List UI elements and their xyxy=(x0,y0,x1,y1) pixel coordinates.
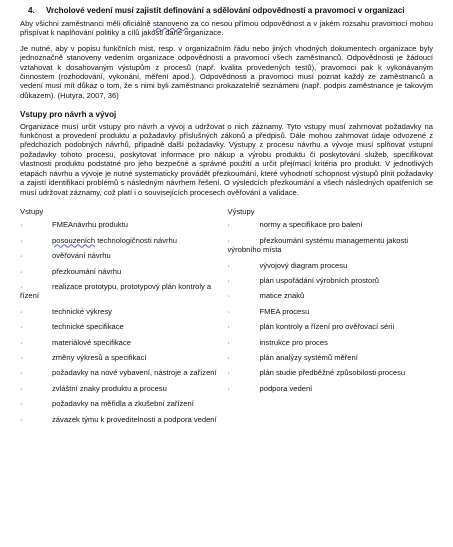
list-item xyxy=(228,261,434,270)
list-item xyxy=(228,291,434,300)
list-item xyxy=(228,220,434,229)
list-item-text: požadavky na měřidla a zkušební zařízení xyxy=(52,399,194,409)
list-item xyxy=(20,353,226,362)
outputs-list xyxy=(228,220,434,393)
io-columns xyxy=(20,207,433,430)
list-item xyxy=(228,368,434,377)
inputs-list xyxy=(20,220,226,424)
list-item-text: FMEAnávrhu produktu xyxy=(52,220,128,230)
bullet-icon: · xyxy=(227,352,231,362)
list-item-text: matice znaků xyxy=(259,291,305,301)
list-item xyxy=(20,415,226,424)
list-item-text: podpora vedení xyxy=(259,383,313,393)
bullet-icon: · xyxy=(227,291,231,301)
bullet-icon: · xyxy=(20,414,23,424)
list-item xyxy=(228,276,434,285)
list-item xyxy=(20,236,226,245)
bullet-icon: · xyxy=(227,220,231,230)
inputs-column xyxy=(20,207,226,430)
list-item-text: požadavky na nové vybavení, nástroje a zařízení xyxy=(52,368,217,378)
bullet-icon: · xyxy=(227,322,231,332)
bullet-icon: · xyxy=(20,251,23,261)
bullet-icon: · xyxy=(20,306,23,316)
list-item-text: realizace prototypu, prototypový plán kontroly a řízení xyxy=(20,281,212,301)
paragraph-2: Je nutné, aby v popisu funkčních míst, resp. v organizačním řádu nebo jiných vhodných dokumentech organizace byly jednoznačně stanoveny vedením organizace odpovědnosti a pravomoci všech zaměstnanců. Odpovědnosti je žádoucí vztahovat k dosahovaným výstupům z procesů (např. kvalita provedených testů), pravomoci pak k vykonávaným činnostem (rozhodování, vykonání, měření apod.). Odpovědnosti a pravomoci musí poznat každý ze zaměstnanců a vedení musí mít důkaz o tom, že s nimi byli zaměstnanci prokazatelně seznámeni (např. podpis zaměstnance je takovým důkazem). (Hutyra, 2007, 36) xyxy=(20,43,433,100)
list-item xyxy=(228,236,434,255)
section-heading xyxy=(20,6,433,16)
list-item xyxy=(20,282,226,301)
list-item-text: změny výkresů a specifikací xyxy=(52,352,147,362)
list-item-text: posouzeních technologičnosti návrhu xyxy=(52,235,177,245)
heading-text: Vrcholové vedení musí zajistit definování a sdělování odpovědností a pravomocí v organizaci xyxy=(46,6,405,15)
outputs-title: Výstupy xyxy=(227,206,255,216)
list-item xyxy=(228,307,434,316)
subsection-title: Vstupy pro návrh a vývoj xyxy=(20,110,117,120)
spellcheck-underline: posouzeních xyxy=(52,235,96,245)
list-item-text: plán analýzy systémů měření xyxy=(259,352,358,362)
bullet-icon: · xyxy=(227,368,231,378)
list-item xyxy=(20,322,226,331)
bullet-icon: · xyxy=(20,322,23,332)
list-item xyxy=(20,338,226,347)
bullet-icon: · xyxy=(227,383,231,393)
list-item xyxy=(20,267,226,276)
list-item-text: technické výkresy xyxy=(52,306,112,316)
list-item xyxy=(20,220,226,229)
list-item xyxy=(20,368,226,377)
subsection-paragraph: Organizace musí určit vstupy pro návrh a vývoj a udržovat o nich záznamy. Tyto vstupy musí zahrnovat požadavky na funkčnost a provedení produktu a požadavky příslušných zákonů a předpisů. Dále mohou zahrnovat údaje odvozené z předchozích podobných návrhů, případně další požadavky. Výstupy z procesu návrhu a vývoje musí splňovat vstupní požadavky tohoto procesu, poskytovat informace pro nákup a výrobu produktu či poskytování služeb, specifikovat vlastnosti produktu podstatné pro jeho bezpečné a správné použití a určit přejímací kritéria pro produkt. V jednotlivých etapách návrhu a vývoje je nutné systematicky provádět přezkoumání, které vyhodnotí schopnost výstupů plnit požadavky a zajistí identifikaci problémů s následným návrhem řešení. O výsledcích přezkoumání a všech následných opatřeních se musí udržovat záznamy, což platí i o souvisejících procesech ověřování a validace. xyxy=(20,121,433,197)
bullet-icon: · xyxy=(20,266,23,276)
bullet-icon: · xyxy=(20,220,23,230)
heading-number: 4. xyxy=(28,6,35,15)
list-item-text: zvláštní znaky produktu a procesu xyxy=(52,383,167,393)
list-item xyxy=(228,353,434,362)
list-item-text: přezkoumání systému managementu jakosti výrobního místa xyxy=(227,235,409,255)
bullet-icon: · xyxy=(20,352,23,362)
list-item-text: normy a specifikace pro balení xyxy=(259,220,363,230)
list-item-text: závazek týmu k proveditelnosti a podpora vedení xyxy=(52,414,217,424)
list-item-text: plán kontroly a řízení pro ověřovací sérii xyxy=(259,322,395,332)
list-item-text: plán uspořádání výrobních prostorů xyxy=(259,275,379,285)
list-item-text: ověřování návrhu xyxy=(52,251,111,261)
bullet-icon: · xyxy=(227,337,231,347)
list-item xyxy=(20,251,226,260)
bullet-icon: · xyxy=(20,399,23,409)
list-item xyxy=(228,322,434,331)
inputs-title: Vstupy xyxy=(20,206,44,216)
list-item xyxy=(228,384,434,393)
bullet-icon: · xyxy=(227,275,231,285)
bullet-icon: · xyxy=(227,306,231,316)
paragraph-1 xyxy=(20,19,433,38)
bullet-icon: · xyxy=(20,235,23,245)
bullet-icon: · xyxy=(20,281,23,291)
list-item xyxy=(20,307,226,316)
list-item xyxy=(228,338,434,347)
list-item-text: přezkoumání návrhu xyxy=(52,266,122,276)
bullet-icon: · xyxy=(227,260,231,270)
list-item-text: technické specifikace xyxy=(52,322,124,332)
list-item xyxy=(20,384,226,393)
list-item-text: vývojový diagram procesu xyxy=(259,260,348,270)
bullet-icon: · xyxy=(20,337,23,347)
bullet-icon: · xyxy=(20,368,23,378)
list-item-text: materiálové specifikace xyxy=(52,337,131,347)
list-item-text: instrukce pro proces xyxy=(259,337,328,347)
outputs-column xyxy=(228,207,434,430)
bullet-icon: · xyxy=(227,235,231,245)
bullet-icon: · xyxy=(20,383,23,393)
list-item xyxy=(20,399,226,408)
list-item-text: plán studie předběžné způsobilosti procesu xyxy=(259,368,406,378)
list-item-text: FMEA procesu xyxy=(259,306,310,316)
paragraph-1-text: Aby všichni zaměstnanci měli oficiálně stanoveno za co nesou přímou odpovědnost a v jakém rozsahu pravomocí mohou přispívat k naplňování politiky a cílů jakosti dané organizace. xyxy=(20,19,433,38)
spellcheck-underline: stanoveno xyxy=(153,19,189,28)
